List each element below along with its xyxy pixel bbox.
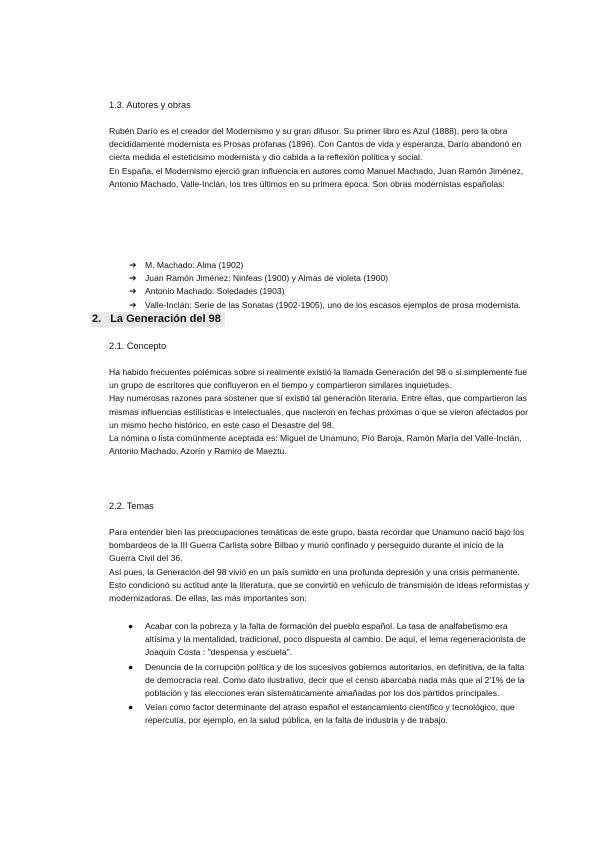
list-item — [128, 701, 530, 727]
paragraph-temas — [109, 526, 531, 605]
paragraph-nomina: La nómina o lista comúnmente aceptada es: Miguel de Unamuno, Pío Baroja, Ramón María del Valle-Inclán, Antonio Machado, Azorín y Ramiro de Maeztu. — [109, 433, 522, 457]
arrow-icon: ➔ — [129, 273, 137, 284]
list-item — [129, 299, 529, 312]
paragraph-razones: Hay numerosas razones para sostener que sí existió tal generación literaria. Entre ellas, que compartieron las mismas influencias estilísticas e intelectuales, que nacieron en fechas próximas o que se vieron afectados por un mismo hecho histórico, en este caso el Desastre del 98. — [109, 393, 528, 430]
paragraph-generacion-pais: Así pues, la Generación del 98 vivió en un país sumido en una profunda depresión y una crisis permanente. Esto condicionó su actitud ante la literatura, que se convirtió en vehículo de transmisión de ideas reformistas y modernizadoras. De ellas, las más importantes son: — [109, 566, 529, 604]
paragraph-espana-modernismo: En España, el Modernismo ejerció gran influencia en autores como Manuel Machado, Juan Ramón Jiménez, Antonio Machado, Valle-Inclán, los tres últimos en su primera época. Son obras modernistas españolas: — [109, 165, 524, 189]
arrow-icon: ➔ — [129, 299, 137, 310]
list-item — [128, 620, 530, 660]
arrow-icon: ➔ — [129, 260, 137, 270]
list-item-text: Juan Ramón Jiménez: Ninfeas (1900) y Almas de violeta (1900) — [145, 273, 389, 284]
section-heading-2-1: 2.1. Concepto — [109, 341, 167, 351]
paragraph-polemicas: Ha habido frecuentes polémicas sobre si realmente existió la llamada Generación del 98 o si simplemente fue un grupo de escritores que confluyeron en el tiempo y compartieron similares inquietudes. — [109, 367, 527, 391]
list-item-text: Denuncia de la corrupción política y de los sucesivos gobiernos autoritarios, en definitiva, de la falta de democracia real. Como dato ilustrativo, decir que el censo abarcaba nada más que al 2'1% de la población y las elecciones eran sistemáticamente amañadas por los dos partidos principales. — [145, 661, 525, 699]
list-item-text: Valle-Inclán: Serie de las Sonatas (1902-1905), uno de los escasos ejemplos de prosa modernista. — [145, 299, 521, 310]
list-item — [129, 272, 529, 285]
bullet-icon: ● — [128, 702, 134, 713]
bullet-icon: ● — [128, 661, 134, 672]
paragraph-ruben-dario: Rubén Darío es el creador del Modernismo y su gran difusor. Su primer libro es Azul (1888), pero la obra decididamente modernista es Prosas profanas (1896). Con Cantos de vida y esperanza, Darío abandonó en cierta medida el esteticismo modernista y dio cabida a la reflexión política y social. — [109, 126, 522, 163]
paragraph-concepto — [109, 366, 531, 458]
list-item-text: Antonio Machado: Soledades (1903) — [145, 286, 285, 297]
section-heading-2-2: 2.2. Temas — [109, 501, 154, 511]
bullet-icon: ● — [128, 621, 134, 631]
list-item — [128, 661, 530, 701]
heading-title: La Generación del 98 — [110, 313, 221, 325]
list-item-text: Acabar con la pobreza y la falta de formación del pueblo español. La tasa de analfabetismo era altísima y la mentalidad, tradicional, poco dispuesta al cambio. De aquí, el lema regeneracionista de Joaquín Costa : "despensa y escuela". — [145, 621, 526, 658]
list-item-text: M. Machado: Alma (1902) — [145, 260, 244, 270]
paragraph-autores — [109, 125, 531, 191]
list-item-text: Veían como factor determinante del atraso español el estancamiento científico y tecnológico, que repercutía, por ejemplo, en la salud pública, en la falta de industria y de trabajo. — [145, 702, 515, 726]
themes-list — [128, 620, 530, 729]
modernist-works-list — [129, 259, 529, 312]
list-item — [129, 259, 529, 272]
heading-number: 2. — [92, 313, 102, 325]
heading-generacion-98 — [90, 312, 225, 327]
paragraph-unamuno: Para entender bien las preocupaciones temáticas de este grupo, basta recordar que Unamuno nació bajo los bombardeos de la III Guerra Carlista sobre Bilbao y murió confinado y perseguido durante el inicio de la Guerra Civil del 36. — [109, 527, 525, 564]
section-heading-1-3: 1.3. Autores y obras — [109, 100, 191, 110]
arrow-icon: ➔ — [129, 286, 137, 297]
list-item — [129, 285, 529, 298]
